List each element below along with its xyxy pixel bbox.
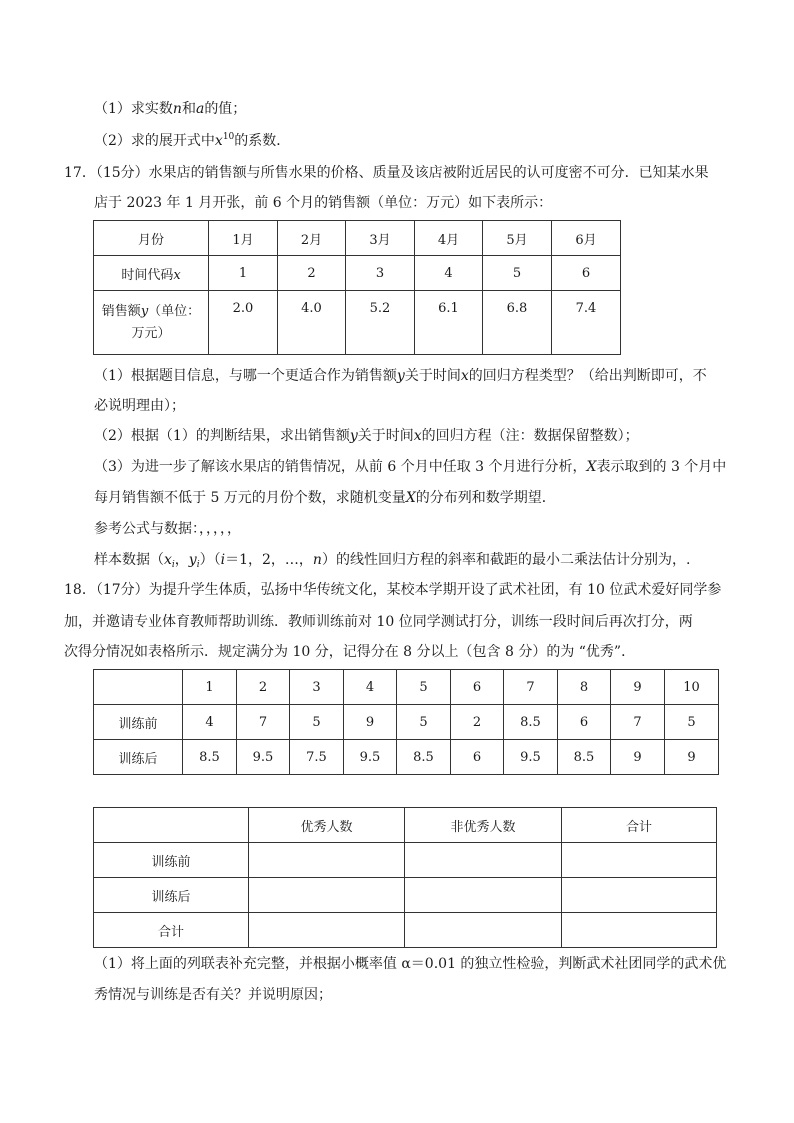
scores-after-row — [94, 740, 719, 775]
table-cell: 3 — [346, 256, 415, 291]
blank-cell — [562, 843, 717, 878]
contingency-header-row — [94, 808, 717, 843]
table-header-cell: 3 — [290, 670, 344, 705]
q18-intro-line1: 18．（17分）为提升学生体质，弘扬中华传统文化，某校本学期开设了武术社团，有 10 位武术爱好同学参 — [64, 582, 722, 598]
table-header-cell: 4月 — [415, 221, 483, 256]
table-header-cell: 2月 — [278, 221, 346, 256]
blank-cell — [562, 913, 717, 948]
contingency-row-after — [94, 878, 717, 913]
table-cell: 4.0 — [278, 291, 346, 355]
table-cell: 6 — [451, 740, 504, 775]
table-header-cell: 4 — [344, 670, 397, 705]
table-cell: 9 — [665, 740, 719, 775]
q17-part3: （3）为进一步了解该水果店的销售情况，从前 6 个月中任取 3 个月进行分析，X表示取到的 3 个月中 — [94, 459, 727, 475]
q17-reference: 参考公式与数据：，，，，， — [94, 521, 241, 537]
table-header-cell: 1月 — [209, 221, 278, 256]
row-label: 训练前 — [94, 843, 249, 878]
time-code-row — [94, 256, 621, 291]
table-header-cell: 月份 — [94, 221, 209, 256]
q18-part1: （1）将上面的列联表补充完整，并根据小概率值 α＝0.01 的独立性检验，判断武术社团同学的武术优 — [94, 956, 727, 972]
blank-cell — [405, 878, 562, 913]
table-cell: 9.5 — [504, 740, 558, 775]
blank-cell — [405, 913, 562, 948]
q18-part1-cont: 秀情况与训练是否有关？并说明原因； — [94, 987, 332, 1003]
q17-intro-line1: 17．（15分）水果店的销售额与所售水果的价格、质量及该店被附近居民的认可度密不可分．已知某水果 — [64, 165, 709, 181]
table-cell: 2 — [451, 705, 504, 740]
scores-table — [93, 669, 719, 775]
table-cell: 7.5 — [290, 740, 344, 775]
table-cell: 5.2 — [346, 291, 415, 355]
contingency-table — [93, 807, 717, 948]
table-header-cell: 3月 — [346, 221, 415, 256]
q17-part1-cont: 必说明理由）； — [94, 398, 185, 414]
table-cell: 5 — [665, 705, 719, 740]
table-header-cell: 合计 — [562, 808, 717, 843]
table-cell: 5 — [397, 705, 451, 740]
blank-cell — [249, 878, 405, 913]
table-header-cell: 7 — [504, 670, 558, 705]
table-cell: 5 — [483, 256, 552, 291]
table-cell: 6 — [552, 256, 621, 291]
scores-header-row — [94, 670, 719, 705]
table-header-cell: 优秀人数 — [249, 808, 405, 843]
table-header-cell: 1 — [183, 670, 237, 705]
scores-before-row — [94, 705, 719, 740]
table-header-cell — [94, 670, 183, 705]
q18-intro-line3: 次得分情况如表格所示．规定满分为 10 分，记得分在 8 分以上（包含 8 分）的为 “优秀”． — [64, 644, 636, 660]
contingency-row-total — [94, 913, 717, 948]
sales-label: 销售额y（单位： 万元） — [94, 291, 209, 355]
table-header-cell: 8 — [558, 670, 611, 705]
table-cell: 7.4 — [552, 291, 621, 355]
table-cell: 9 — [344, 705, 397, 740]
table-cell: 9 — [611, 740, 665, 775]
q16-sub2: （2）求的展开式中$x^{10}$的系数． — [94, 132, 291, 149]
table-cell: 8.5 — [183, 740, 237, 775]
q17-part3-cont: 每月销售额不低于 5 万元的月份个数，求随机变量X的分布列和数学期望． — [94, 490, 556, 506]
table-cell: 4 — [183, 705, 237, 740]
blank-cell — [405, 843, 562, 878]
table-cell: 5 — [290, 705, 344, 740]
table-header-cell: 6月 — [552, 221, 621, 256]
table-cell: 6.8 — [483, 291, 552, 355]
q17-intro-line2: 店于 2023 年 1 月开张，前 6 个月的销售额（单位：万元）如下表所示： — [94, 195, 553, 211]
q17-sample-data: 样本数据（$x_i$，$y_i)(i=1$，2，…，n）的线性回归方程的斜率和截距的最小二乘法估计分别为，. — [94, 552, 691, 570]
blank-cell — [249, 913, 405, 948]
q17-part1: （1）根据题目信息，与哪一个更适合作为销售额y关于时间x的回归方程类型？（给出判断即可，不 — [94, 368, 707, 384]
table-cell: 6 — [558, 705, 611, 740]
table-cell: 1 — [209, 256, 278, 291]
table-header-cell: 非优秀人数 — [405, 808, 562, 843]
q18-intro-line2: 加，并邀请专业体育教师帮助训练．教师训练前对 10 位同学测试打分，训练一段时间后再次打分，两 — [64, 614, 693, 630]
sales-table-header-row — [94, 221, 621, 256]
row-label: 训练后 — [94, 740, 183, 775]
table-cell: 7 — [611, 705, 665, 740]
table-cell: 2.0 — [209, 291, 278, 355]
sales-table — [93, 220, 621, 355]
table-header-cell: 6 — [451, 670, 504, 705]
contingency-row-before — [94, 843, 717, 878]
table-cell: 8.5 — [558, 740, 611, 775]
table-cell: 4 — [415, 256, 483, 291]
table-cell: 8.5 — [504, 705, 558, 740]
table-cell: 2 — [278, 256, 346, 291]
q17-part2: （2）根据（1）的判断结果，求出销售额y关于时间x的回归方程（注：数据保留整数）； — [94, 428, 639, 444]
row-label: 训练前 — [94, 705, 183, 740]
row-label: 训练后 — [94, 878, 249, 913]
table-header-cell: 9 — [611, 670, 665, 705]
table-cell: 9.5 — [344, 740, 397, 775]
table-header-cell — [94, 808, 249, 843]
blank-cell — [562, 878, 717, 913]
table-cell: 9.5 — [237, 740, 290, 775]
table-header-cell: 5 — [397, 670, 451, 705]
blank-cell — [249, 843, 405, 878]
time-code-label: 时间代码x — [94, 256, 209, 291]
table-cell: 8.5 — [397, 740, 451, 775]
table-cell: 6.1 — [415, 291, 483, 355]
table-header-cell: 5月 — [483, 221, 552, 256]
table-header-cell: 2 — [237, 670, 290, 705]
sales-row — [94, 291, 621, 355]
q16-sub1: （1）求实数n和a的值； — [94, 101, 247, 117]
row-label: 合计 — [94, 913, 249, 948]
table-header-cell: 10 — [665, 670, 719, 705]
table-cell: 7 — [237, 705, 290, 740]
